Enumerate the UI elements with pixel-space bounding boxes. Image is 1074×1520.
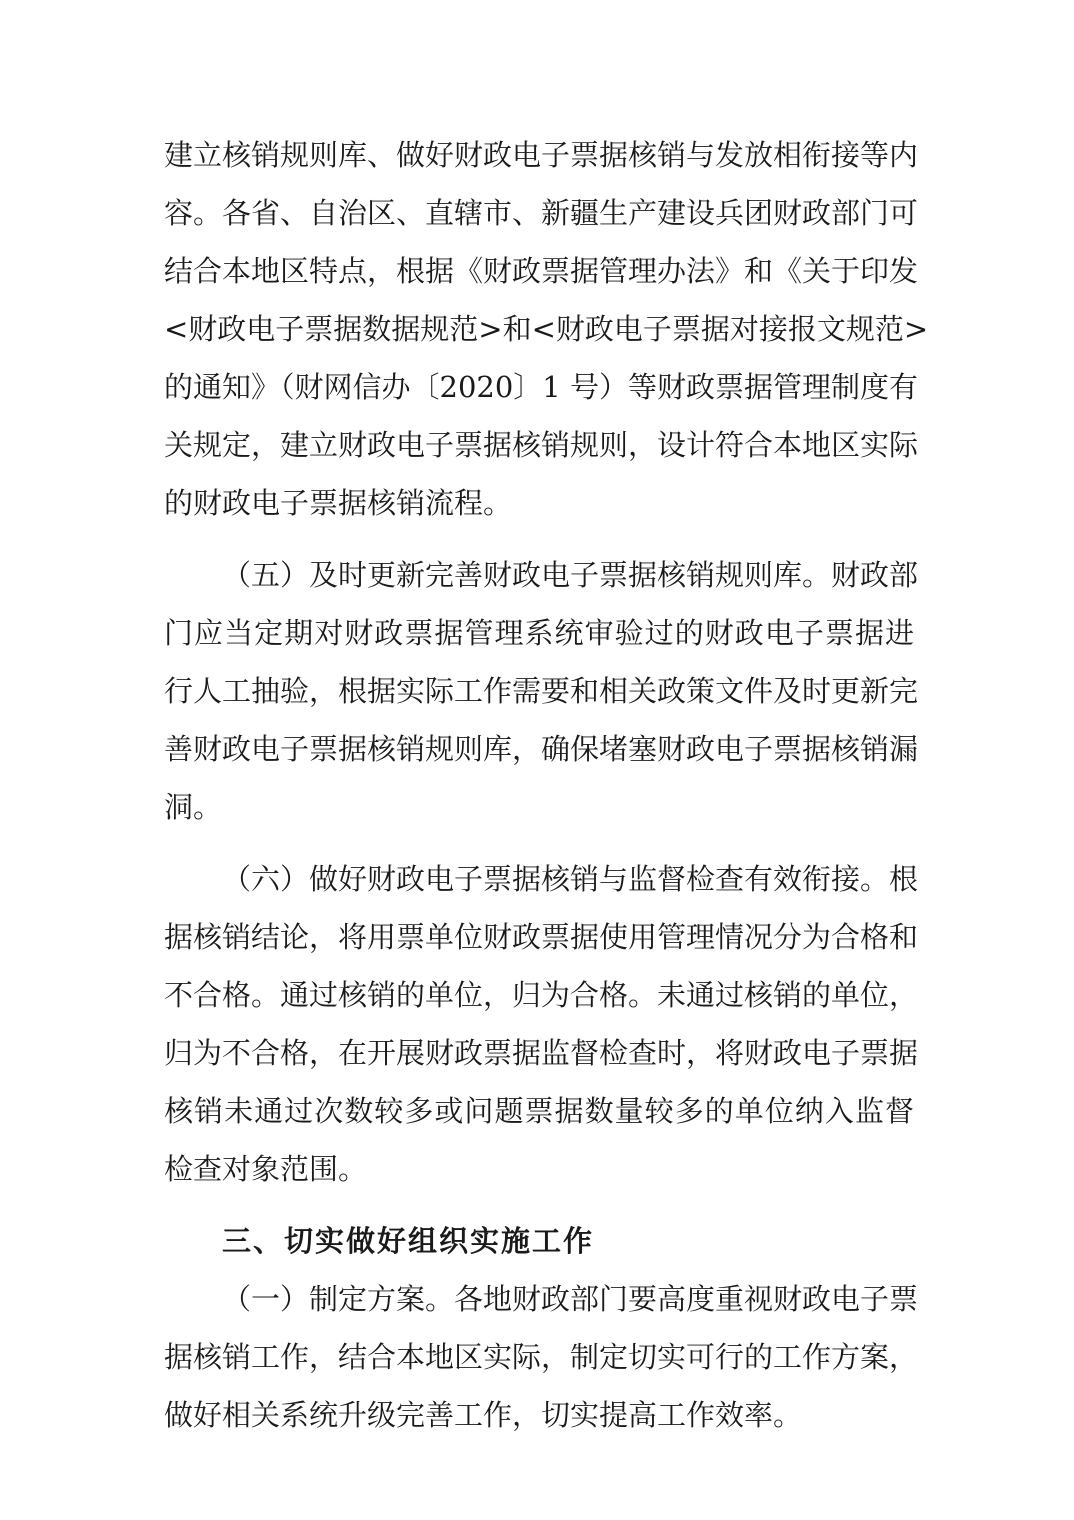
text-line: 归为不合格，在开展财政票据监督检查时，将财政电子票据 — [164, 1036, 919, 1070]
text-line: 容。各省、自治区、直辖市、新疆生产建设兵团财政部门可 — [164, 196, 919, 230]
text-line: <财政电子票据数据规范>和<财政电子票据对接报文规范> — [164, 312, 929, 346]
text-line: 行人工抽验，根据实际工作需要和相关政策文件及时更新完 — [164, 674, 919, 708]
text-line: 善财政电子票据核销规则库，确保堵塞财政电子票据核销漏 — [164, 732, 919, 766]
text-line: 建立核销规则库、做好财政电子票据核销与发放相衔接等内 — [164, 138, 919, 172]
text-line: 做好相关系统升级完善工作，切实提高工作效率。 — [164, 1398, 803, 1432]
paragraph-gap — [164, 1198, 914, 1212]
text-line: 核销未通过次数较多或问题票据数量较多的单位纳入监督 — [164, 1094, 914, 1128]
text-line: 据核销结论，将用票单位财政票据使用管理情况分为合格和 — [164, 920, 919, 954]
text-line: 的财政电子票据核销流程。 — [164, 486, 513, 520]
text-line: 关规定，建立财政电子票据核销规则，设计符合本地区实际 — [164, 428, 919, 462]
text-line: 的通知》（财网信办〔2020〕1 号）等财政票据管理制度有 — [164, 370, 918, 404]
paragraph-gap — [164, 836, 914, 850]
text-line: （一）制定方案。各地财政部门要高度重视财政电子票 — [222, 1282, 919, 1316]
text-line: 据核销工作，结合本地区实际，制定切实可行的工作方案， — [164, 1340, 919, 1374]
text-line: 门应当定期对财政票据管理系统审验过的财政电子票据进 — [164, 616, 914, 650]
paragraph-supervision-link — [164, 850, 919, 1198]
text-line: （五）及时更新完善财政电子票据核销规则库。财政部 — [222, 558, 919, 592]
paragraph-gap — [164, 532, 914, 546]
paragraph-make-plan — [164, 1270, 919, 1444]
text-line: 检查对象范围。 — [164, 1152, 368, 1186]
text-line: 结合本地区特点，根据《财政票据管理办法》和《关于印发 — [164, 254, 919, 288]
text-line: 洞。 — [164, 790, 223, 824]
document-body — [164, 126, 929, 1444]
text-line: （六）做好财政电子票据核销与监督检查有效衔接。根 — [222, 862, 919, 896]
paragraph-rule-library — [164, 126, 929, 532]
section-heading: 三、切实做好组织实施工作 — [222, 1224, 595, 1258]
text-line: 不合格。通过核销的单位，归为合格。未通过核销的单位， — [164, 978, 919, 1012]
paragraph-update-rule-library — [164, 546, 919, 836]
